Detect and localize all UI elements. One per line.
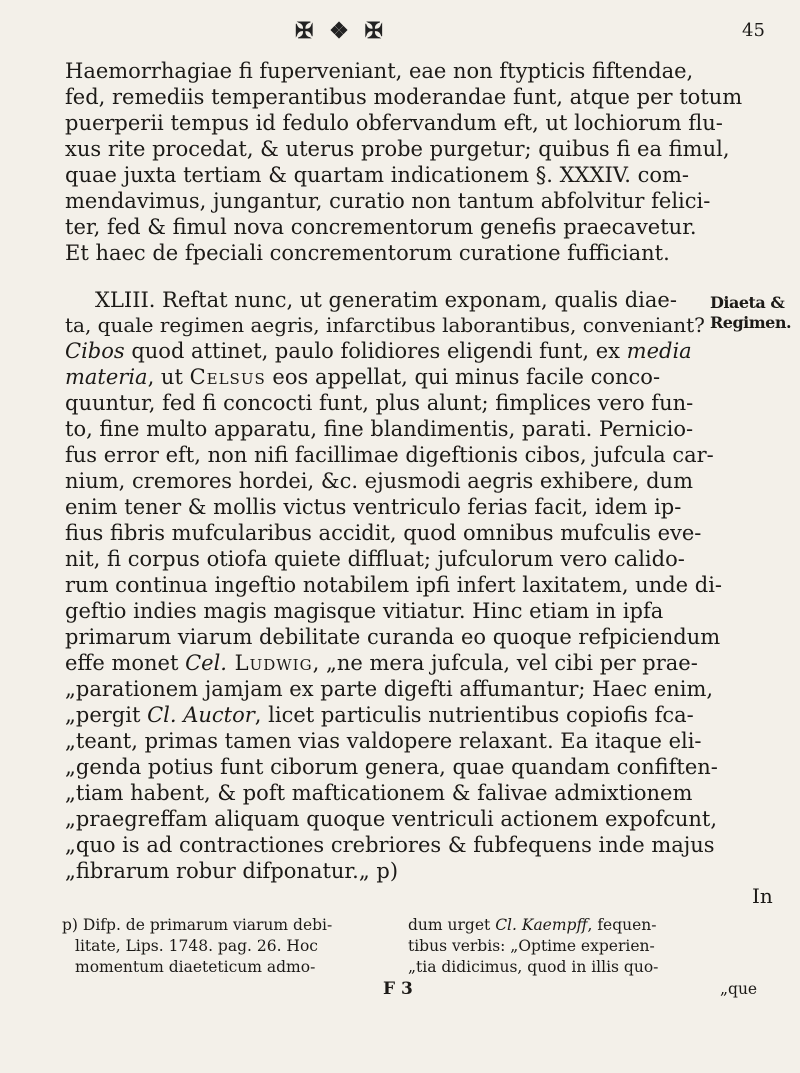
- text-line: mendavimus, jungantur, curatio non tantum abfolvitur felici-: [65, 189, 711, 213]
- footnote-right-line: dum urget Cl. Kaempff, fequen-: [408, 916, 657, 934]
- footnote-left-line: p) Difp. de primarum viarum debi-: [62, 916, 333, 934]
- text-line: fus error eft, non nifi facillimae digeftionis cibos, jufcula car-: [65, 443, 714, 467]
- margin-note-line2: Regimen.: [710, 313, 792, 332]
- text-line: to, fine multo apparatu, fine blandimentis, parati. Pernicio-: [65, 417, 694, 441]
- text-line: fed, remediis temperantibus moderandae funt, atque per totum: [65, 85, 743, 109]
- text-line: puerperii tempus id fedulo obfervandum eft, ut lochiorum flu-: [65, 111, 723, 135]
- footnote-catchword: „que: [720, 980, 758, 998]
- text-line: „pergit Cl. Auctor, licet particulis nutrientibus copiofis fca-: [65, 703, 694, 727]
- text-line: materia, ut Celsus eos appellat, qui minus facile conco-: [65, 365, 661, 389]
- signature-mark: F 3: [383, 979, 413, 999]
- text-line: enim tener & mollis victus ventriculo ferias facit, idem ip-: [65, 495, 682, 519]
- text-line: geftio indies magis magisque vitiatur. Hinc etiam in ipfa: [65, 599, 664, 623]
- text-line: „tiam habent, & poft mafticationem & falivae admixtionem: [65, 781, 693, 805]
- page-header: [0, 12, 800, 44]
- footnote-left-line: litate, Lips. 1748. pag. 26. Hoc: [75, 937, 318, 955]
- text-line: ter, fed & fimul nova concrementorum genefis praecavetur.: [65, 215, 697, 239]
- text-line: „parationem jamjam ex parte digefti affumantur; Haec enim,: [65, 677, 714, 701]
- footnote-left-line: momentum diaeteticum admo-: [75, 958, 316, 976]
- text-line: quae juxta tertiam & quartam indicationem §. XXXIV. com-: [65, 163, 689, 187]
- text-line: Cibos quod attinet, paulo folidiores eligendi funt, ex media: [65, 339, 692, 363]
- text-line: XLIII. Reftat nunc, ut generatim exponam, qualis diae-: [95, 288, 677, 312]
- text-line: rum continua ingeftio notabilem ipfi infert laxitatem, unde di-: [65, 573, 723, 597]
- text-line: nit, fi corpus otiofa quiete diffluat; jufculorum vero calido-: [65, 547, 685, 571]
- text-line: nium, cremores hordei, &c. ejusmodi aegris exhibere, dum: [65, 469, 693, 493]
- text-line: primarum viarum debilitate curanda eo quoque refpiciendum: [65, 625, 721, 649]
- text-line: ta, quale regimen aegris, infarctibus laborantibus, conveniant?: [65, 313, 705, 337]
- text-line: „genda potius funt ciborum genera, quae quandam confiften-: [65, 755, 718, 779]
- header-ornament: ✠ ❖ ✠: [295, 18, 387, 44]
- footnote-right-line: „tia didicimus, quod in illis quo-: [408, 958, 659, 976]
- text-line: effe monet Cel. Ludwig, „ne mera jufcula, vel cibi per prae-: [65, 651, 698, 675]
- text-line: Et haec de fpeciali concrementorum curatione fufficiant.: [65, 241, 670, 265]
- catchword: In: [752, 884, 773, 908]
- text-line: „praegreffam aliquam quoque ventriculi actionem expofcunt,: [65, 807, 718, 831]
- text-line: fius fibris mufcularibus accidit, quod omnibus mufculis eve-: [65, 521, 702, 545]
- footnote-right-line: tibus verbis: „Optime experien-: [408, 937, 655, 955]
- text-line: Haemorrhagiae fi fuperveniant, eae non ftypticis fiftendae,: [65, 59, 694, 83]
- text-line: quuntur, fed fi concocti funt, plus alunt; fimplices vero fun-: [65, 391, 694, 415]
- text-line: „teant, primas tamen vias valdopere relaxant. Ea itaque eli-: [65, 729, 702, 753]
- margin-note-line1: Diaeta &: [710, 293, 785, 312]
- text-line: „quo is ad contractiones crebriores & fubfequens inde majus: [65, 833, 715, 857]
- page-number: 45: [742, 20, 765, 41]
- text-line: „fibrarum robur difponatur.„ p): [65, 859, 399, 883]
- text-line: xus rite procedat, & uterus probe purgetur; quibus fi ea fimul,: [65, 137, 730, 161]
